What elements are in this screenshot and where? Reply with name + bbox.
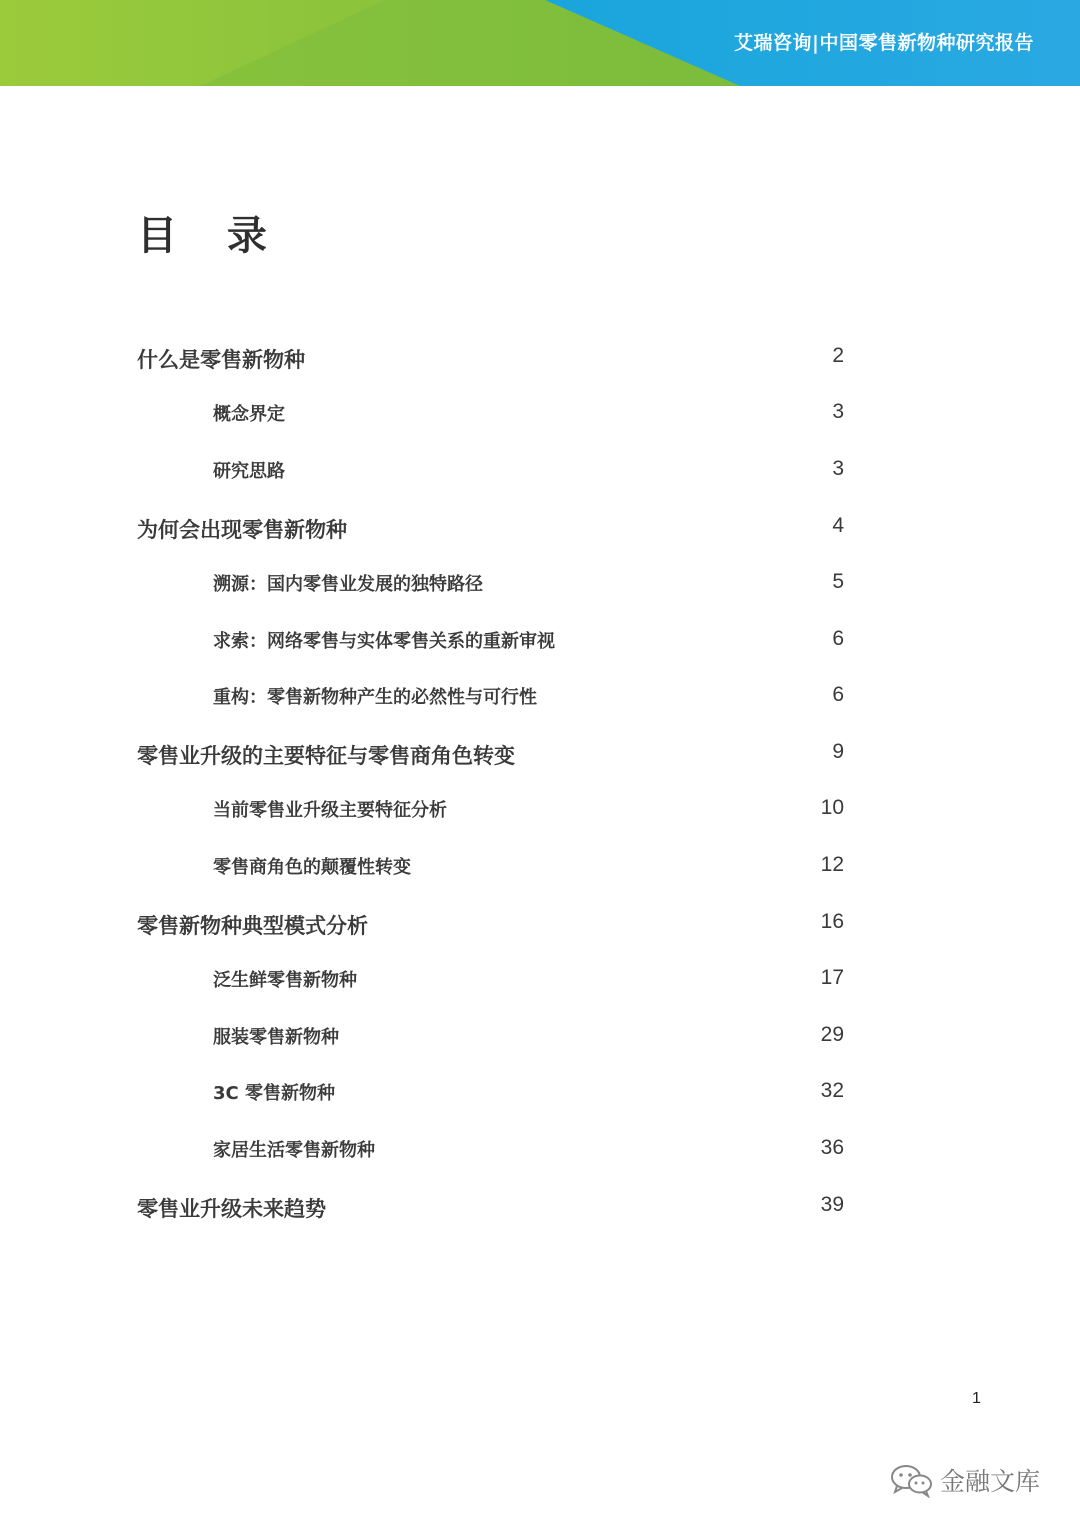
toc-entry-label: 服装零售新物种 — [213, 1027, 339, 1048]
toc-page-number: 2 — [832, 344, 844, 367]
toc-page-number: 10 — [820, 796, 844, 819]
toc-page-number: 5 — [832, 570, 844, 593]
toc-chapter-row — [0, 344, 1080, 374]
toc-page-number: 39 — [820, 1193, 844, 1216]
toc-section-row — [0, 853, 1080, 883]
toc-chapter-row — [0, 1193, 1080, 1223]
toc-entry-label: 3C 零售新物种 — [213, 1083, 336, 1104]
toc-chapter-row — [0, 740, 1080, 770]
toc-entry-label: 家居生活零售新物种 — [213, 1140, 375, 1161]
toc-section-row — [0, 683, 1080, 713]
toc-page-number: 6 — [832, 627, 844, 650]
toc-page-number: 9 — [832, 740, 844, 763]
toc-entry-label: 泛生鲜零售新物种 — [213, 970, 357, 991]
toc-entry-label: 溯源：国内零售业发展的独特路径 — [213, 574, 483, 595]
toc-entry-label: 求索：网络零售与实体零售关系的重新审视 — [213, 631, 555, 652]
toc-entry-label: 什么是零售新物种 — [137, 348, 305, 372]
watermark — [888, 1460, 1040, 1500]
toc-section-row — [0, 966, 1080, 996]
toc-entry-label: 零售新物种典型模式分析 — [137, 914, 368, 938]
toc-page-number: 36 — [820, 1136, 844, 1159]
toc-page-number: 12 — [820, 853, 844, 876]
toc-entry-label: 重构：零售新物种产生的必然性与可行性 — [213, 687, 537, 708]
toc-page-number: 16 — [820, 910, 844, 933]
toc-page-number: 32 — [820, 1079, 844, 1102]
toc-page-number: 3 — [832, 457, 844, 480]
toc-entry-label: 研究思路 — [213, 461, 285, 482]
toc-entry-label: 零售商角色的颠覆性转变 — [213, 857, 411, 878]
header-band — [0, 0, 1080, 86]
toc-page-number: 6 — [832, 683, 844, 706]
toc-chapter-row — [0, 514, 1080, 544]
report-header-title: 艾瑞咨询|中国零售新物种研究报告 — [734, 32, 1034, 54]
toc-entry-label: 零售业升级未来趋势 — [137, 1197, 326, 1221]
wechat-icon — [888, 1462, 934, 1498]
toc-entry-label: 当前零售业升级主要特征分析 — [213, 800, 447, 821]
toc-section-row — [0, 1023, 1080, 1053]
toc-entry-label: 概念界定 — [213, 404, 285, 425]
page-number: 1 — [972, 1390, 981, 1407]
toc-page-number: 3 — [832, 400, 844, 423]
watermark-text: 金融文库 — [940, 1467, 1041, 1496]
toc-section-row — [0, 570, 1080, 600]
page-title: 目 录 — [137, 213, 285, 259]
toc-section-row — [0, 1136, 1080, 1166]
toc-chapter-row — [0, 910, 1080, 940]
toc-page-number: 17 — [820, 966, 844, 989]
toc-section-row — [0, 627, 1080, 657]
toc-section-row — [0, 457, 1080, 487]
toc-section-row — [0, 400, 1080, 430]
toc-page-number: 29 — [820, 1023, 844, 1046]
toc-section-row — [0, 796, 1080, 826]
toc-entry-label: 零售业升级的主要特征与零售商角色转变 — [137, 744, 515, 768]
toc-section-row — [0, 1079, 1080, 1109]
toc-page-number: 4 — [832, 514, 844, 537]
toc-entry-label: 为何会出现零售新物种 — [137, 518, 347, 542]
